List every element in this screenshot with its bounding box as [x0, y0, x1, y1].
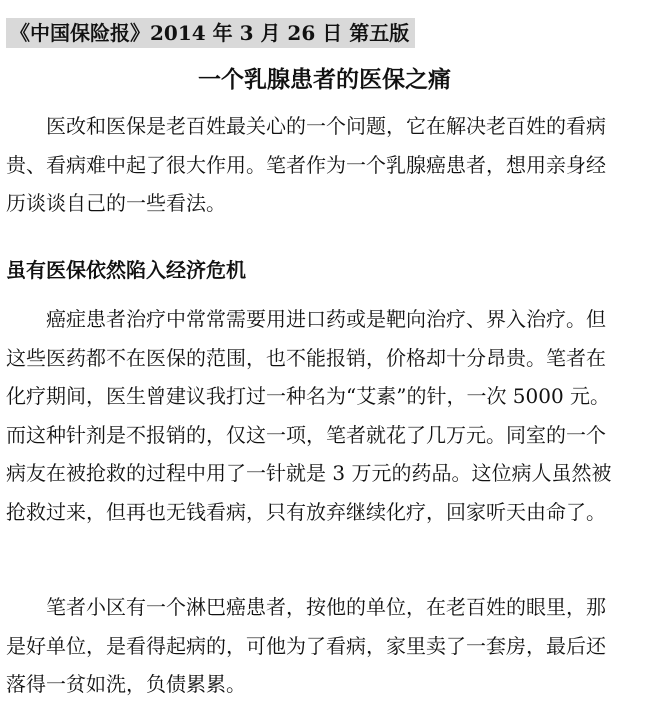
body-paragraph-1 [6, 300, 640, 531]
section-heading: 虽有医保依然陷入经济危机 [6, 258, 246, 282]
text-line: 历谈谈自己的一些看法。 [6, 191, 226, 215]
intro-paragraph [6, 107, 640, 223]
text-line: 病友在被抢救的过程中用了一针就是 3 万元的药品。这位病人虽然被 [6, 461, 612, 485]
source-line: 《中国保险报》2014 年 3 月 26 日 第五版 [6, 18, 415, 48]
article-title: 一个乳腺患者的医保之痛 [198, 66, 451, 93]
text-line: 笔者小区有一个淋巴癌患者，按他的单位，在老百姓的眼里，那 [46, 595, 606, 619]
text-line: 化疗期间，医生曾建议我打过一种名为“艾素”的针，一次 5000 元。 [6, 384, 611, 408]
text-line: 癌症患者治疗中常常需要用进口药或是靶向治疗、界入治疗。但 [46, 307, 606, 331]
text-line: 抢救过来，但再也无钱看病，只有放弃继续化疗，回家听天由命了。 [6, 499, 606, 524]
body-paragraph-2 [6, 588, 640, 704]
text-line: 这些医药都不在医保的范围，也不能报销，价格却十分昂贵。笔者在 [6, 345, 606, 370]
text-line: 医改和医保是老百姓最关心的一个问题，它在解决老百姓的看病 [46, 114, 606, 138]
text-line: 落得一贫如洗，负债累累。 [6, 672, 246, 696]
text-line: 是好单位，是看得起病的，可他为了看病，家里卖了一套房，最后还 [6, 633, 606, 658]
text-line: 贵、看病难中起了很大作用。笔者作为一个乳腺癌患者，想用亲身经 [6, 152, 606, 177]
text-line: 而这种针剂是不报销的，仅这一项，笔者就花了几万元。同室的一个 [6, 422, 606, 447]
